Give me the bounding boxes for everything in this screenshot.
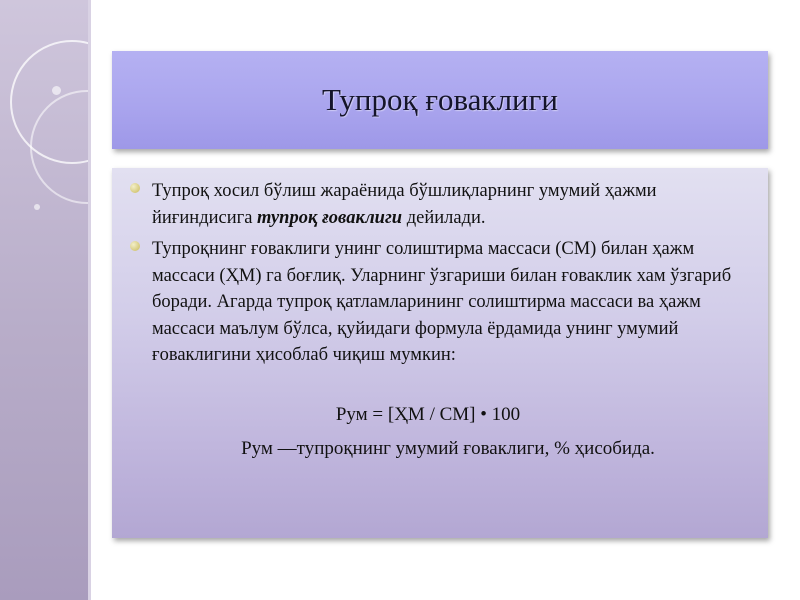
bullet-definition (128, 178, 760, 231)
decorative-dot (34, 204, 40, 210)
bullet-text-after: дейилади. (402, 207, 486, 228)
bullet-marker-icon (130, 183, 140, 193)
bullet-text: Тупроқнинг ғоваклиги унинг солиштирма массаси (СМ) билан ҳажм массаси (ҲМ) га боғлиқ. Уларнинг ўзгариши билан ғоваклик хам ўзгариб боради. Агарда тупроқ қатламларининг солиштирма массаси ва ҳажм массаси маълум бўлса, қуйидаги формула ёрдамида унинг умумий ғоваклигини ҳисоблаб чиқиш мумкин: (152, 239, 732, 365)
bullet-key-term: тупроқ ғоваклиги (257, 207, 403, 228)
slide-title: Тупроқ ғоваклиги (322, 82, 558, 117)
formula-legend: Рум —тупроқнинг умумий ғоваклиги, % ҳисобида. (241, 438, 655, 459)
slide-title-box (112, 51, 768, 149)
bullet-text-before: Тупроқ хосил бўлиш жараёнида бўшлиқларнинг умумий ҳажми йиғиндисига (152, 181, 657, 228)
slide-content-box (112, 168, 768, 538)
band-edge-divider (88, 0, 91, 600)
bullet-formula-intro (128, 236, 760, 369)
bullet-marker-icon (130, 241, 140, 251)
decorative-dot (52, 86, 61, 95)
left-decorative-band (0, 0, 88, 600)
porosity-formula: Рум = [ҲМ / СМ] • 100 (335, 404, 521, 425)
